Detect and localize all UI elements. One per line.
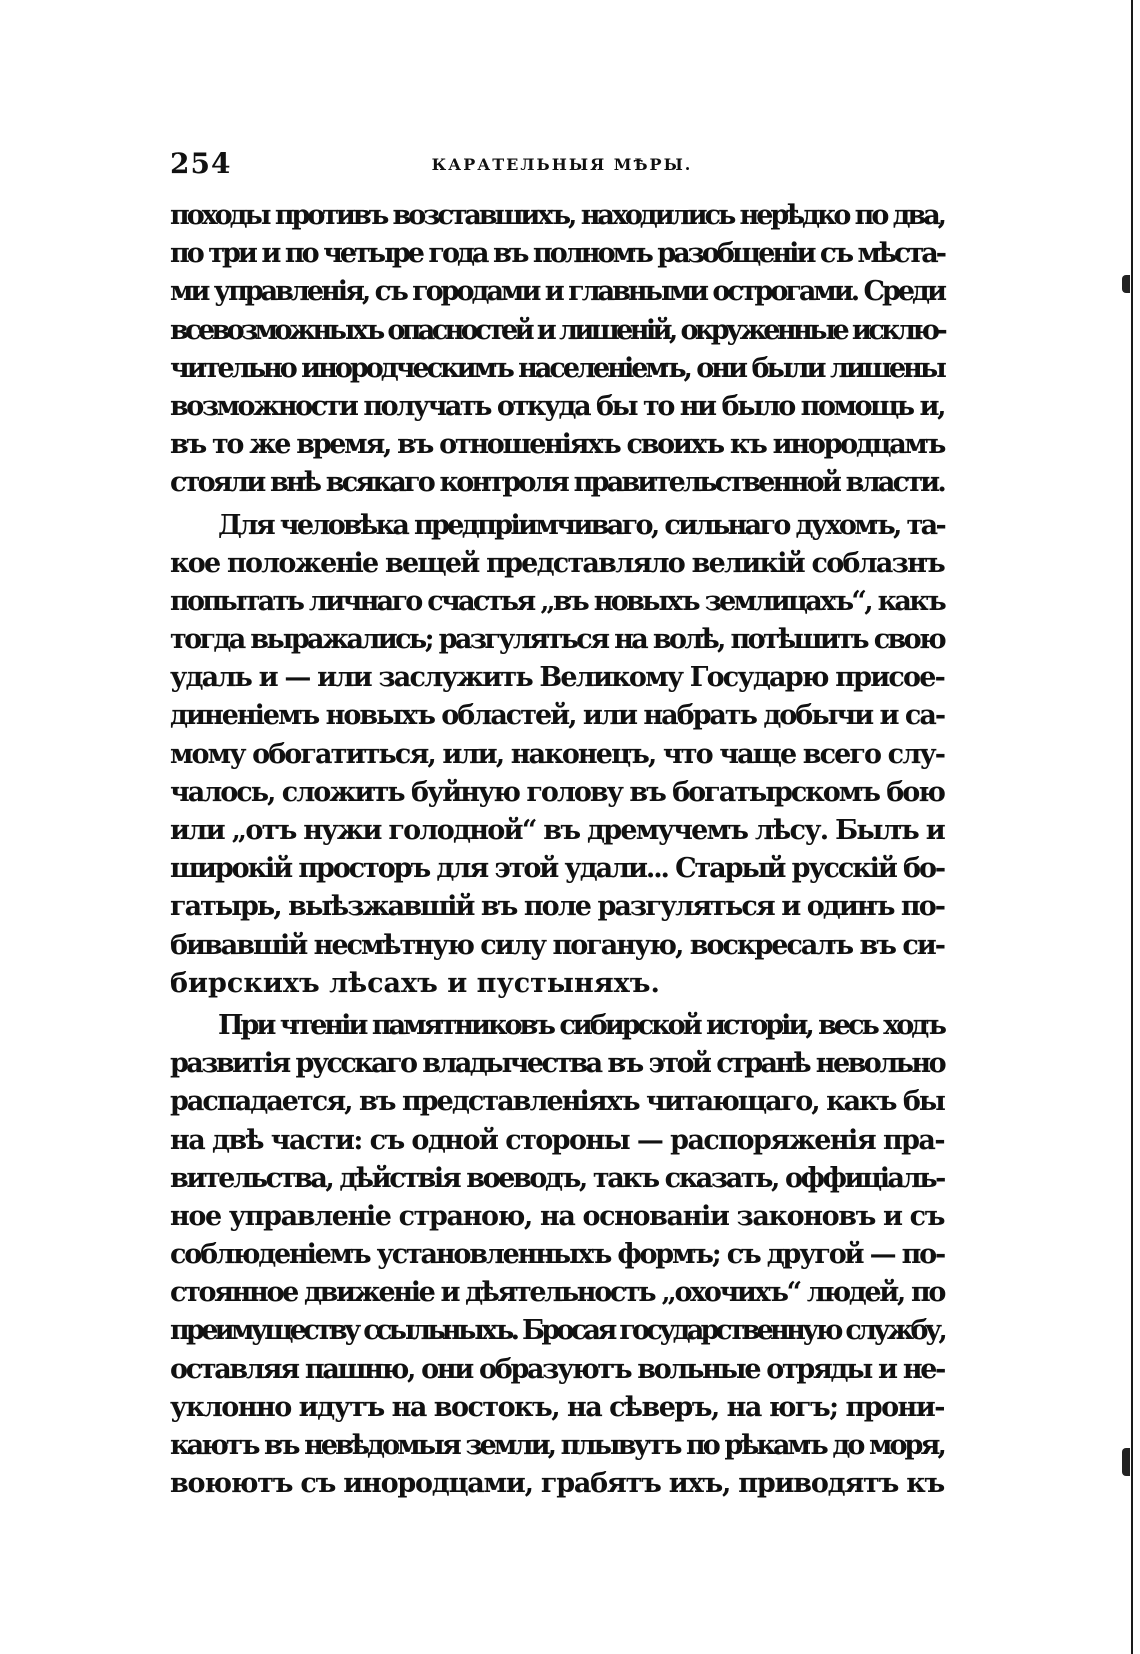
text-line: на двѣ части: съ одной стороны — распоряженія пра- [170, 1124, 944, 1156]
text-line: мому обогатиться, или, наконецъ, что чаще всего слу- [170, 738, 945, 770]
scan-edge-rule [1131, 0, 1133, 1654]
text-line: попытать личнаго счастья „въ новыхъ землицахъ“, какъ [170, 585, 945, 617]
text-line: тогда выражались; разгуляться на волѣ, потѣшить свою [170, 624, 945, 656]
text-line: развитія русскаго владычества въ этой странѣ невольно [170, 1048, 944, 1080]
text-line: бирскихъ лѣсахъ и пустыняхъ. [170, 967, 660, 999]
text-line: ное управленіе страною, на основаніи законовъ и съ [170, 1200, 945, 1232]
text-line: походы противъ возставшихъ, находились нерѣдко по два, [170, 200, 944, 231]
text-line: Для человѣка предпріимчиваго, сильнаго духомъ, та- [218, 509, 944, 541]
text-line: стояли внѣ всякаго контроля правительственной власти. [170, 467, 944, 499]
text-line: каютъ въ невѣдомыя земли, плывутъ по рѣкамъ до моря, [170, 1430, 945, 1461]
text-line: чительно инородческимъ населеніемъ, они были лишены [170, 352, 944, 384]
text-line: возможности получать откуда бы то ни было помощь и, [170, 390, 945, 422]
page-number: 254 [170, 147, 232, 180]
text-line: или „отъ нужи голодной“ въ дремучемъ лѣсу. Былъ и [170, 815, 944, 846]
text-line: всевозможныхъ опасностей и лишеній, окруженные исклю- [170, 314, 945, 346]
text-line: распадается, въ представленіяхъ читающаго, какъ бы [170, 1086, 944, 1118]
text-line: по три и по четыре года въ полномъ разобщеніи съ мѣста- [170, 238, 944, 270]
text-line: широкій просторъ для этой удали... Старый русскій бо- [170, 853, 945, 885]
text-line: гатырь, выѣзжавшій въ поле разгуляться и одинъ по- [170, 891, 944, 923]
scan-edge-mark [1122, 1448, 1130, 1476]
text-line: стоянное движеніе и дѣятельность „охочихъ“ людей, по [170, 1277, 944, 1309]
text-line: преимуществу ссыльныхъ. Бросая государственную службу, [170, 1315, 945, 1347]
text-line: воюютъ съ инородцами, грабятъ ихъ, приводятъ къ [170, 1468, 944, 1500]
text-line: ми управленія, съ городами и главными острогами. Среди [170, 276, 944, 308]
text-line: диненіемъ новыхъ областей, или набрать добычи и са- [170, 700, 945, 732]
text-line: кое положеніе вещей представляло великій соблазнъ [170, 547, 944, 579]
text-line: вительства, дѣйствія воеводъ, такъ сказать, оффиціаль- [170, 1162, 944, 1194]
text-line: При чтеніи памятниковъ сибирской исторіи, весь ходъ [218, 1009, 945, 1041]
text-line: оставляя пашню, они образуютъ вольные отряды и не- [170, 1353, 945, 1385]
text-line: соблюденіемъ установленныхъ формъ; съ другой — по- [170, 1239, 944, 1271]
text-line: уклонно идутъ на востокъ, на сѣверъ, на югъ; прони- [170, 1391, 944, 1423]
scan-edge-mark [1122, 275, 1130, 293]
body-text [170, 197, 944, 1503]
text-line: чалось, сложить буйную голову въ богатырскомъ бою [170, 776, 944, 808]
text-line: въ то же время, въ отношеніяхъ своихъ къ инородцамъ [170, 429, 944, 461]
text-line: бивавшій несмѣтную силу поганую, воскресалъ въ си- [170, 929, 944, 961]
text-line: удаль и — или заслужить Великому Государю присое- [170, 662, 944, 694]
page-header [170, 147, 944, 187]
running-head: КАРАТЕЛЬНЫЯ МѢРЫ. [431, 155, 693, 174]
